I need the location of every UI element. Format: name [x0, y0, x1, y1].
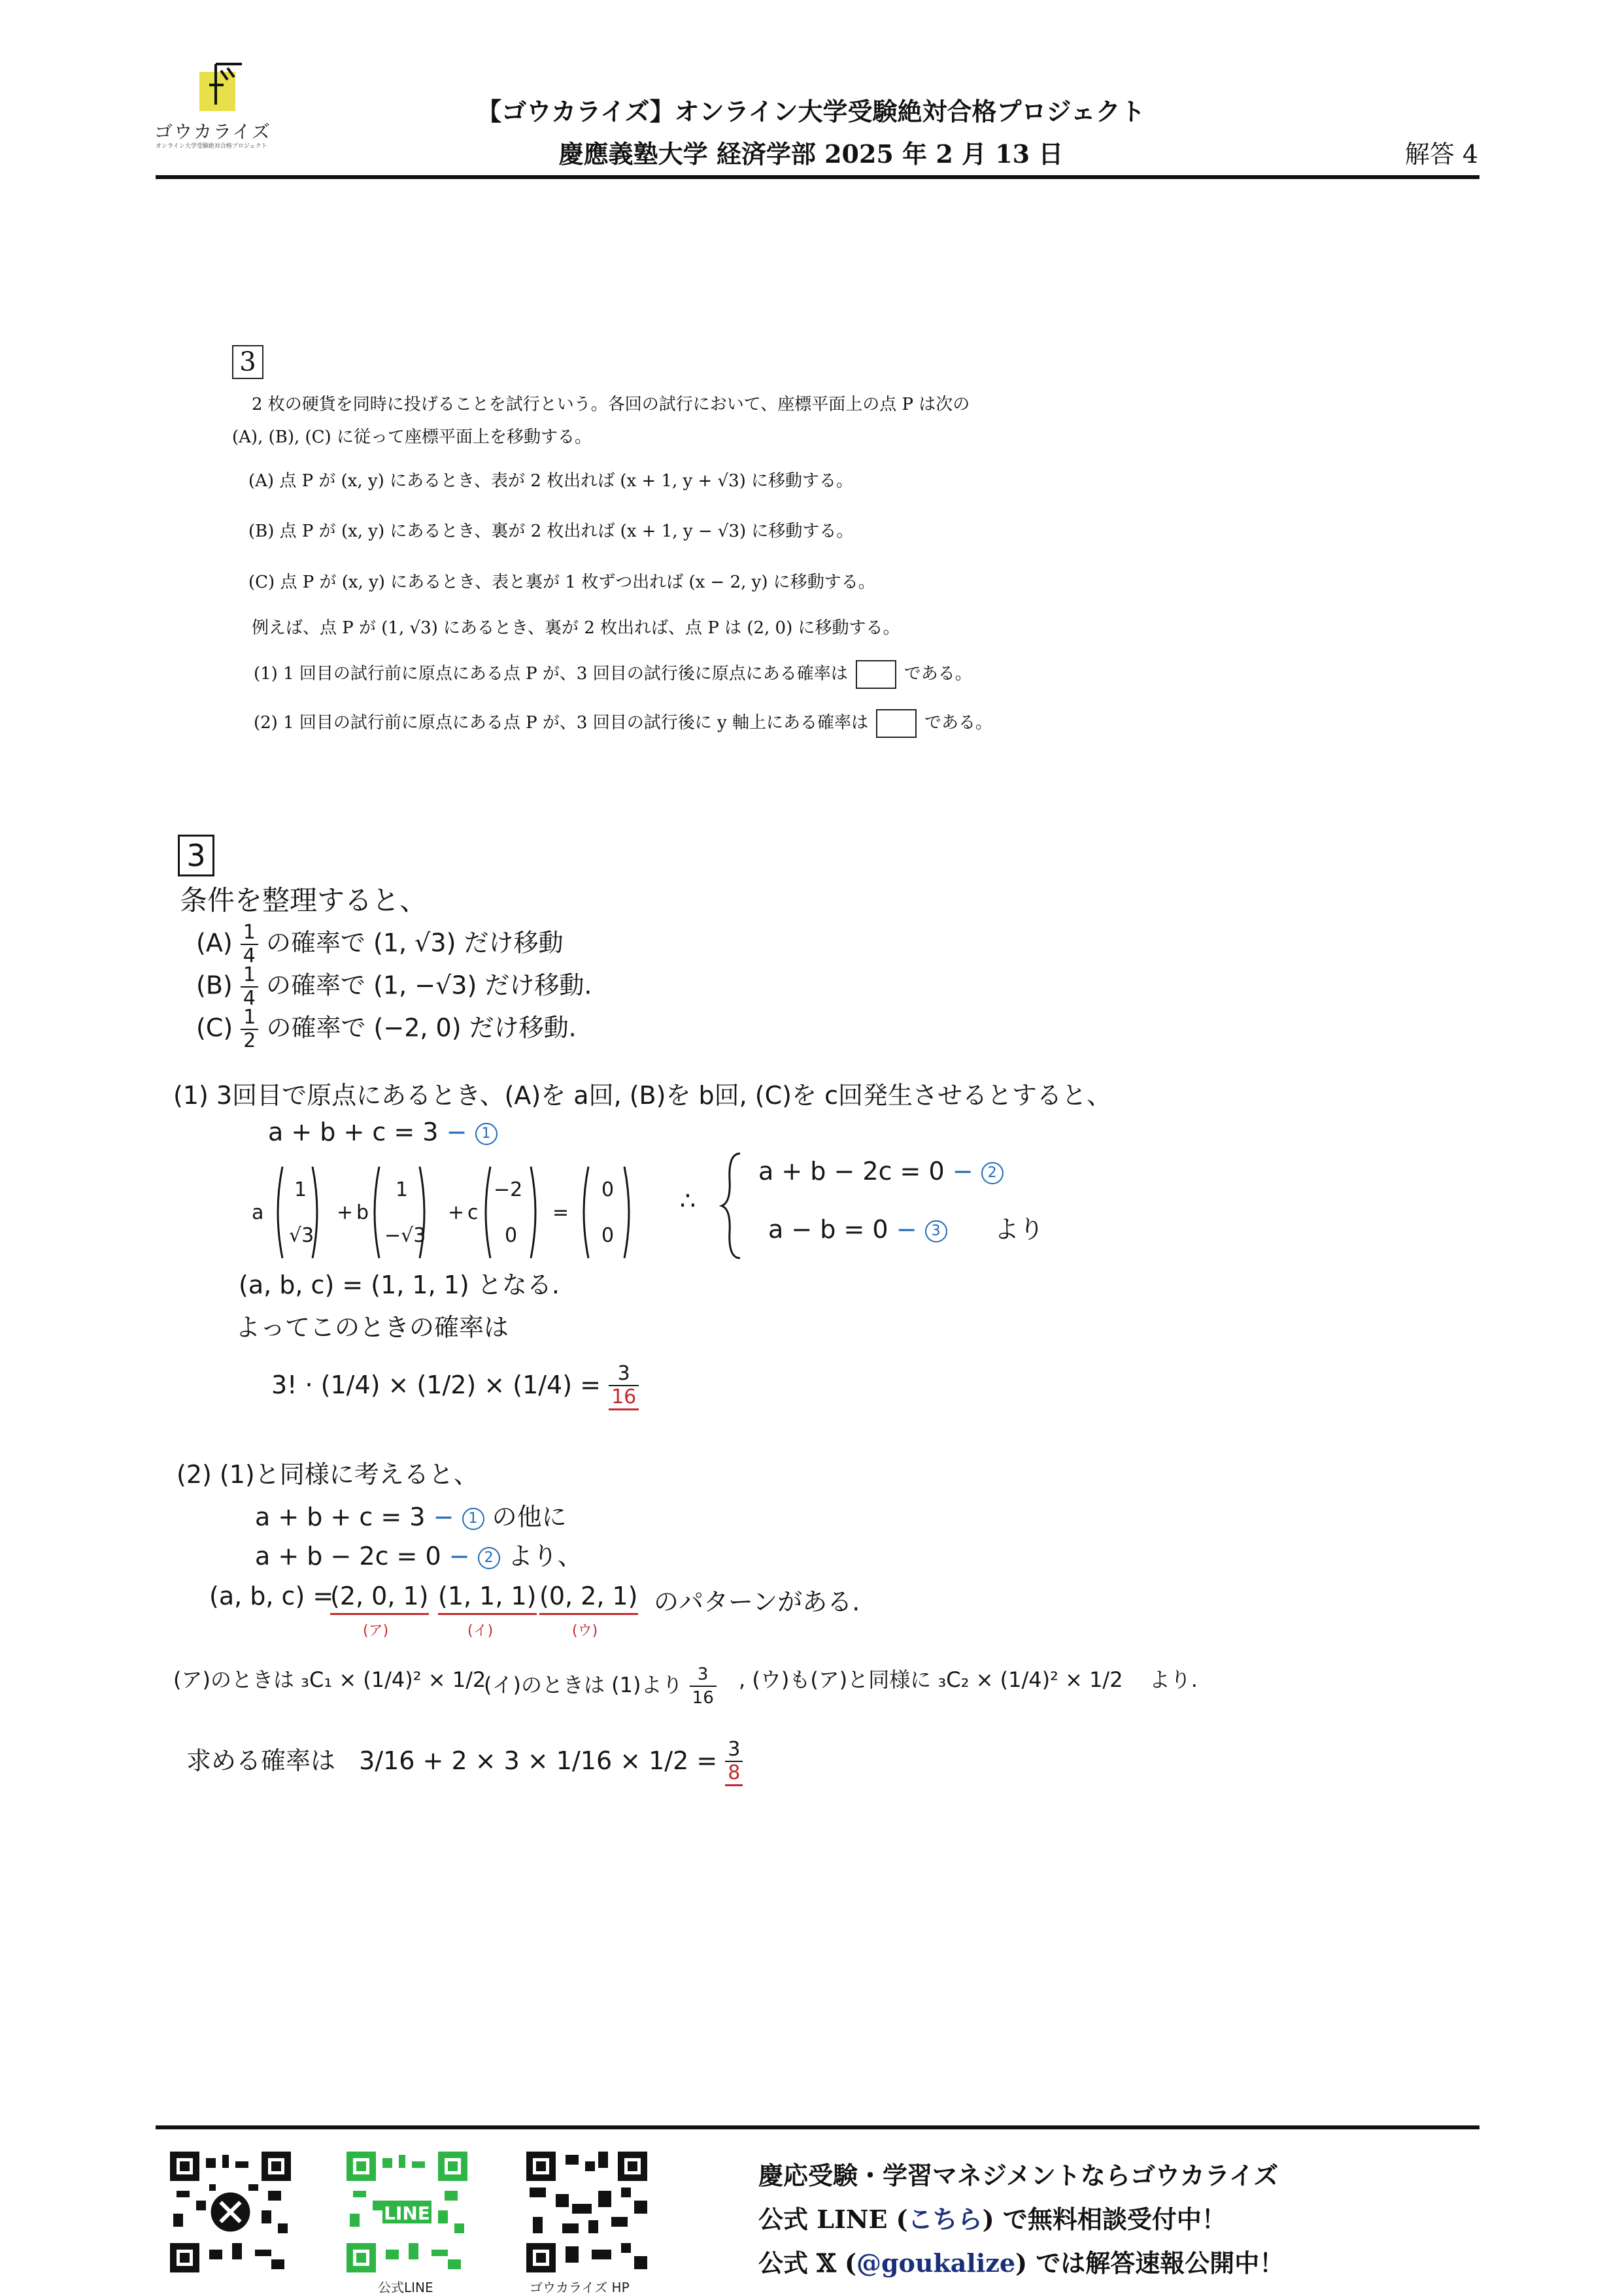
part2-equation-2-suffix: より、	[507, 1542, 583, 1571]
line-consultation-link[interactable]: こちら	[907, 2204, 983, 2234]
part2-equation-1-tag: 1	[462, 1508, 484, 1530]
rule-c: (C) 点 P が (x, y) にあるとき、表と裏が 1 枚ずつ出れば (x − 2, y) に移動する。	[248, 573, 875, 592]
svg-text:1: 1	[294, 1178, 307, 1201]
condition-c-numerator: 1	[241, 1007, 258, 1030]
svg-text:a: a	[252, 1201, 264, 1224]
footer-line-2-suffix: ) で無料相談受付中！	[982, 2204, 1226, 2234]
case-b-text: (イ)のときは (1)より	[484, 1672, 683, 1697]
condition-b-denominator: 4	[243, 987, 256, 1010]
footer-line-2-prefix: 公式 LINE (	[758, 2204, 908, 2234]
condition-b	[196, 964, 592, 1010]
answer-2	[725, 1739, 743, 1786]
logo-subtitle: オンライン大学受験絶対合格プロジェクト	[156, 143, 267, 150]
solution-setup: 条件を整理すると、	[180, 884, 428, 916]
condition-c-denominator: 2	[243, 1029, 256, 1052]
svg-text:=: =	[552, 1201, 569, 1224]
footer-line-3	[758, 2243, 1284, 2279]
part2-equation-2	[255, 1536, 583, 1572]
footer-line-2	[758, 2199, 1226, 2235]
condition-c-label: (C)	[196, 1013, 233, 1042]
answer-2-numerator: 3	[725, 1739, 743, 1762]
pattern-3-tag: (ウ)	[572, 1623, 598, 1639]
equation-1-dash: −	[446, 1118, 475, 1146]
case-c-text: , (ウ)も(ア)と同様に ₃C₂ × (1/4)² × 1/2	[739, 1667, 1123, 1692]
condition-a-denominator: 4	[243, 944, 256, 967]
equation-1-tag: 1	[475, 1123, 498, 1145]
pattern-1: (2, 0, 1)	[330, 1582, 429, 1615]
equation-3-dash: −	[896, 1215, 925, 1244]
answer-1-denominator: 16	[609, 1386, 639, 1410]
x-qr-code[interactable]	[170, 2152, 291, 2272]
part2-equation-2-text: a + b − 2c = 0	[255, 1542, 441, 1571]
part1-intro: (1) 3回目で原点にあるとき、(A)を a回, (B)を b回, (C)を c回発生させるとすると、	[173, 1081, 1111, 1110]
hp-qr-caption: ゴウカライズ HP	[530, 2280, 630, 2295]
part2-equation-1-text: a + b + c = 3	[255, 1503, 426, 1531]
header-divider	[156, 175, 1479, 179]
answer-2-denominator: 8	[725, 1762, 743, 1786]
equation-2-text: a + b − 2c = 0	[758, 1157, 945, 1186]
case-b-denominator: 16	[692, 1688, 714, 1708]
probability-expression: 3! · (1/4) × (1/2) × (1/4) =	[271, 1371, 601, 1399]
question-2-text: (2) 1 回目の試行前に原点にある点 P が、3 回目の試行後に y 軸上にある確率は	[254, 713, 868, 733]
condition-c	[196, 1007, 577, 1052]
svg-text:0: 0	[505, 1224, 518, 1247]
example-text: 例えば、点 P が (1, √3) にあるとき、裏が 2 枚出れば、点 P は (2, 0) に移動する。	[252, 618, 900, 638]
condition-a-probability	[241, 922, 258, 967]
header-subtitle: 慶應義塾大学 経済学部 2025 年 2 月 13 日	[558, 139, 1064, 169]
condition-a	[196, 922, 563, 967]
pattern-3: (0, 2, 1)	[539, 1582, 638, 1615]
final-calculation	[186, 1739, 743, 1786]
case-c	[739, 1663, 1198, 1693]
header-title: 【ゴウカライズ】オンライン大学受験絶対合格プロジェクト	[477, 97, 1145, 126]
final-expression: 3/16 + 2 × 3 × 1/16 × 1/2 =	[359, 1746, 718, 1775]
svg-text:0: 0	[601, 1224, 615, 1247]
condition-c-text: の確率で (−2, 0) だけ移動.	[266, 1013, 577, 1042]
pattern-suffix: のパターンがある.	[654, 1588, 860, 1616]
case-a: (ア)のときは ₃C₁ × (1/4)² × 1/2	[173, 1667, 486, 1692]
problem-number: 3	[232, 345, 263, 379]
equation-3-tag: 3	[925, 1220, 947, 1242]
condition-b-probability	[241, 964, 258, 1010]
part2-equation-2-tag: 2	[478, 1547, 500, 1569]
answer-box-1	[856, 660, 896, 689]
abc-label: (a, b, c) =	[209, 1582, 334, 1610]
svg-text:−√3: −√3	[384, 1224, 426, 1247]
answer-1	[609, 1363, 639, 1410]
equation-3-text: a − b = 0	[768, 1215, 888, 1244]
question-1	[254, 660, 972, 689]
pattern-1-tag: (ア)	[363, 1623, 389, 1639]
svg-text:√3: √3	[289, 1224, 314, 1247]
condition-b-label: (B)	[196, 971, 233, 1000]
condition-c-probability	[241, 1007, 258, 1052]
svg-text:+: +	[448, 1201, 465, 1224]
probability-intro: よってこのときの確率は	[235, 1313, 509, 1342]
x-account-link[interactable]: @goukalize	[856, 2248, 1016, 2278]
footer-line-3-prefix: 公式 𝕏 (	[758, 2248, 856, 2278]
equation-2-tag: 2	[981, 1162, 1004, 1184]
logo-name: ゴウカライズ	[154, 121, 271, 142]
part2-equation-1-suffix: の他に	[492, 1503, 567, 1531]
part2-equation-1	[255, 1497, 567, 1533]
footer-line-1: 慶応受験・学習マネジメントならゴウカライズ	[758, 2161, 1279, 2190]
equation-1	[268, 1118, 498, 1146]
problem-intro-2: (A), (B), (C) に従って座標平面上を移動する。	[232, 427, 592, 447]
page-label: 解答 4	[1404, 140, 1478, 169]
svg-text:0: 0	[601, 1178, 615, 1201]
system-brace	[719, 1150, 745, 1261]
rule-b: (B) 点 P が (x, y) にあるとき、裏が 2 枚出れば (x + 1, y − √3) に移動する。	[248, 522, 854, 541]
svg-text:c: c	[467, 1201, 479, 1224]
pattern-2-tag: (イ)	[467, 1623, 494, 1639]
svg-text:1: 1	[396, 1178, 409, 1201]
answer-box-2	[876, 709, 917, 738]
line-qr-label: LINE	[384, 2203, 430, 2224]
condition-b-text: の確率で (1, −√3) だけ移動.	[266, 971, 592, 1000]
svg-text:−2: −2	[494, 1178, 523, 1201]
problem-intro-1: 2 枚の硬貨を同時に投げることを試行という。各回の試行において、座標平面上の点 P は次の	[252, 395, 970, 414]
part2-equation-1-dash: −	[433, 1503, 462, 1531]
equation-3	[768, 1209, 1044, 1245]
question-2	[254, 709, 992, 738]
equation-2	[758, 1157, 1004, 1186]
condition-a-label: (A)	[196, 928, 233, 957]
vector-equation-visual	[248, 1157, 667, 1268]
solution-number: 3	[178, 835, 214, 876]
case-c-suffix: より.	[1149, 1667, 1198, 1692]
condition-b-numerator: 1	[241, 964, 258, 988]
result-1: (a, b, c) = (1, 1, 1) となる.	[239, 1271, 560, 1299]
part2-equation-2-dash: −	[448, 1542, 478, 1571]
part2-intro: (2) (1)と同様に考えると、	[177, 1460, 479, 1489]
therefore-symbol: ∴	[680, 1186, 696, 1215]
rule-a: (A) 点 P が (x, y) にあるとき、表が 2 枚出れば (x + 1, y + √3) に移動する。	[248, 471, 854, 491]
case-b-numerator: 3	[690, 1663, 717, 1687]
answer-1-numerator: 3	[609, 1363, 639, 1386]
question-1-end: である。	[904, 664, 972, 684]
case-b-value	[690, 1663, 717, 1709]
question-2-end: である。	[924, 713, 992, 733]
equation-3-suffix: より	[994, 1215, 1044, 1244]
question-1-text: (1) 1 回目の試行前に原点にある点 P が、3 回目の試行後に原点にある確率は	[254, 664, 848, 684]
case-b	[484, 1663, 717, 1709]
final-intro: 求める確率は	[186, 1746, 336, 1775]
pattern-2: (1, 1, 1)	[438, 1582, 537, 1615]
equation-2-dash: −	[952, 1157, 981, 1186]
footer-divider	[156, 2125, 1479, 2129]
svg-text:+: +	[337, 1201, 354, 1224]
hp-qr-code[interactable]	[526, 2152, 647, 2272]
equation-1-text: a + b + c = 3	[268, 1118, 439, 1146]
footer-line-3-suffix: ) では解答速報公開中！	[1015, 2248, 1285, 2278]
condition-a-text: の確率で (1, √3) だけ移動	[265, 928, 564, 957]
condition-a-numerator: 1	[241, 922, 258, 945]
svg-text:b: b	[356, 1201, 369, 1224]
probability-calculation	[271, 1363, 639, 1410]
line-qr-caption: 公式LINE	[378, 2280, 433, 2295]
